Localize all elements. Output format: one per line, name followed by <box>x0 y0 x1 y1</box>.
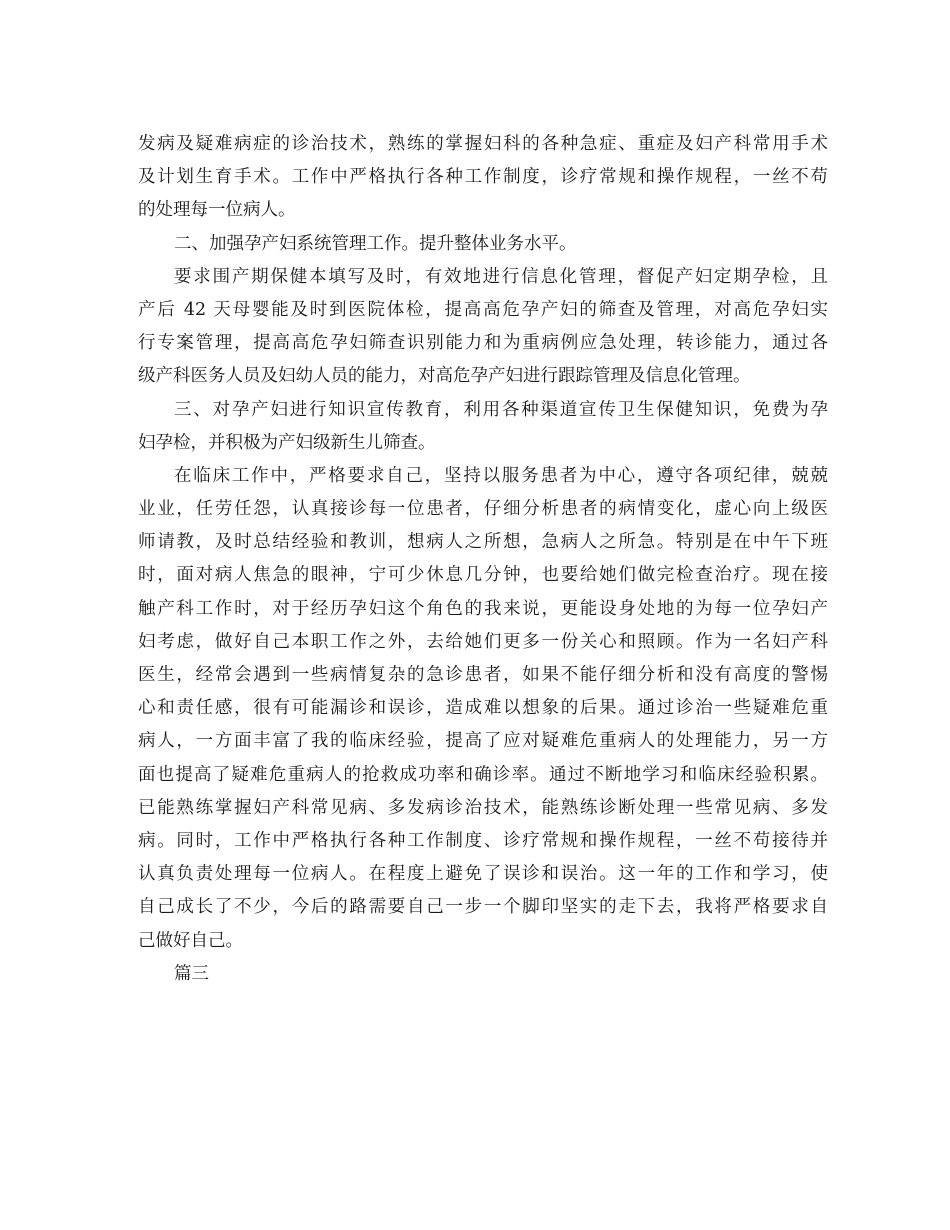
text-line: 妇考虑，做好自己本职工作之外，去给她们更多一份关心和照顾。作为一名妇产科 <box>138 631 828 652</box>
text-line: 已能熟练掌握妇产科常见病、多发病诊治技术，能熟练诊断处理一些常见病、多发 <box>138 797 828 818</box>
text-line: 己做好自己。 <box>138 930 243 951</box>
text-line: 及计划生育手术。工作中严格执行各种工作制度，诊疗常规和操作规程，一丝不苟 <box>138 167 828 188</box>
text-line: 要求围产期保健本填写及时，有效地进行信息化管理，督促产妇定期孕检，且 <box>174 266 828 287</box>
document-body <box>138 128 828 991</box>
text-line: 妇孕检，并积极为产妇级新生儿筛查。 <box>138 432 436 453</box>
text-line: 时，面对病人焦急的眼神，宁可少休息几分钟，也要给她们做完检查治疗。现在接 <box>138 565 828 586</box>
section-heading-3: 三、对孕产妇进行知识宣传教育，利用各种渠道宣传卫生保健知识，免费为孕 <box>174 399 828 420</box>
text-line: 行专案管理，提高高危孕妇筛查识别能力和为重病例应急处理，转诊能力，通过各 <box>138 333 828 354</box>
text-line: 心和责任感，很有可能漏诊和误诊，造成难以想象的后果。通过诊治一些疑难危重 <box>138 698 828 719</box>
text-line: 业业，任劳任怨，认真接诊每一位患者，仔细分析患者的病情变化，虚心向上级医 <box>138 499 828 520</box>
section-heading-pian-san: 篇三 <box>174 963 209 984</box>
text-line: 医生，经常会遇到一些病情复杂的急诊患者，如果不能仔细分析和没有高度的警惕 <box>138 665 828 685</box>
text-line: 在临床工作中，严格要求自己，坚持以服务患者为中心，遵守各项纪律，兢兢 <box>174 465 828 486</box>
text-line: 自己成长了不少，今后的路需要自己一步一个脚印坚实的走下去，我将严格要求自 <box>138 897 828 918</box>
text-line: 病。同时，工作中严格执行各种工作制度、诊疗常规和操作规程，一丝不苟接待并 <box>138 830 828 851</box>
text-line: 认真负责处理每一位病人。在程度上避免了误诊和误治。这一年的工作和学习，使 <box>138 864 828 885</box>
section-heading-2: 二、加强孕产妇系统管理工作。提升整体业务水平。 <box>174 233 577 254</box>
text-line: 的处理每一位病人。 <box>138 200 296 221</box>
text-line: 面也提高了疑难危重病人的抢救成功率和确诊率。通过不断地学习和临床经验积累。 <box>138 764 828 785</box>
text-line: 级产科医务人员及妇幼人员的能力，对高危孕产妇进行跟踪管理及信息化管理。 <box>138 366 751 387</box>
text-line: 发病及疑难病症的诊治技术，熟练的掌握妇科的各种急症、重症及妇产科常用手术 <box>138 134 828 154</box>
text-line: 触产科工作时，对于经历孕妇这个角色的我来说，更能设身处地的为每一位孕妇产 <box>138 598 828 619</box>
text-line: 师请教，及时总结经验和教训，想病人之所想，急病人之所急。特别是在中午下班 <box>138 532 828 553</box>
text-line: 产后 42 天母婴能及时到医院体检，提高高危孕产妇的筛查及管理，对高危孕妇实 <box>138 299 828 320</box>
text-line: 病人，一方面丰富了我的临床经验，提高了应对疑难危重病人的处理能力，另一方 <box>138 731 828 752</box>
